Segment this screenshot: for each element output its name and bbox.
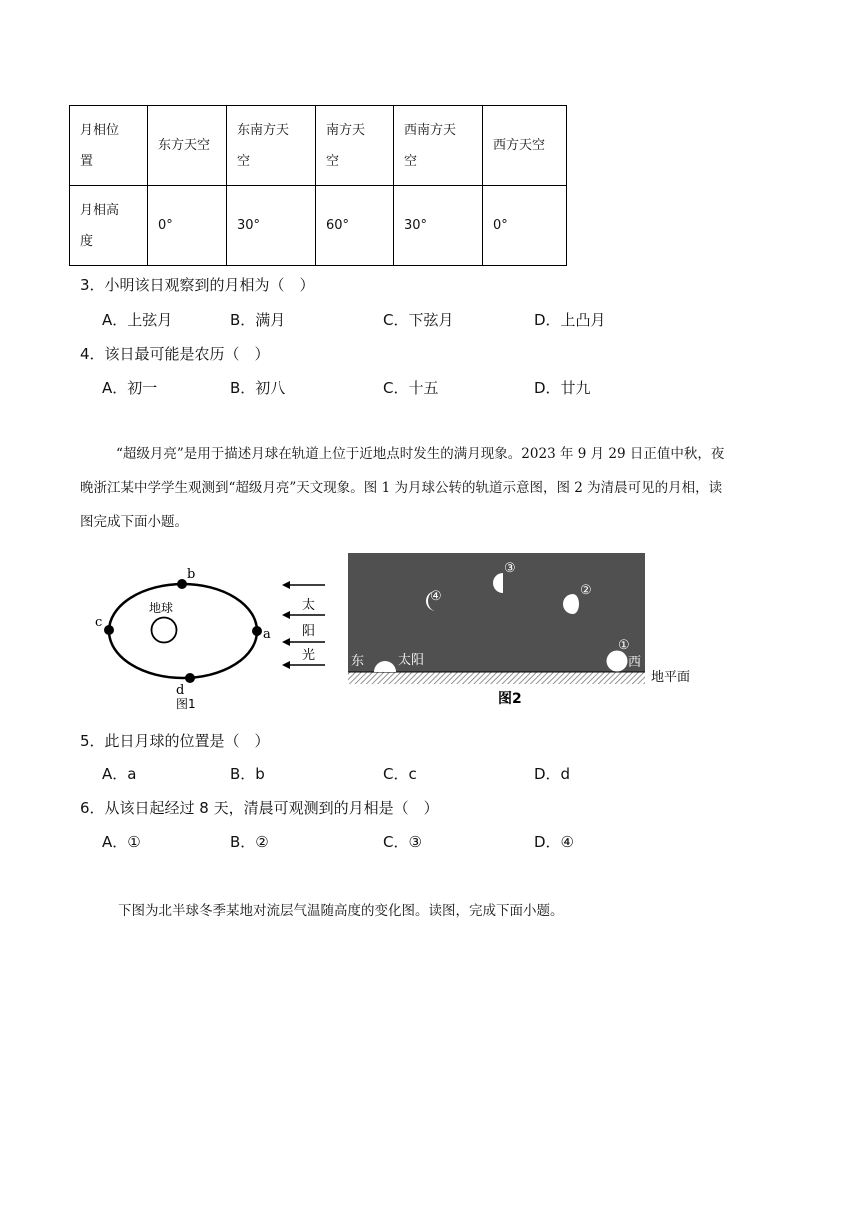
question-3-option-d[interactable]: D．上凸月: [534, 311, 606, 329]
question-5-option-a[interactable]: A．a: [102, 765, 137, 783]
question-5-option-d[interactable]: D．d: [534, 765, 571, 783]
question-6-option-c[interactable]: C．③: [383, 833, 422, 851]
moon-label-2: ②: [580, 583, 592, 598]
sun-label: 太阳: [398, 653, 425, 668]
table-row: [70, 186, 567, 266]
figure-1-caption: 图1: [176, 697, 196, 710]
question-6-option-b[interactable]: B．②: [230, 833, 269, 851]
moon-label-3: ③: [504, 561, 516, 576]
orbit-point-c: [104, 625, 114, 635]
point-label-b: b: [187, 567, 196, 582]
question-6-option-a[interactable]: A．①: [102, 833, 141, 851]
table-cell: 0°: [483, 186, 567, 266]
figure-2-caption: 图2: [498, 691, 522, 707]
sky-background: [348, 553, 645, 672]
moon-phase-table: [69, 105, 567, 266]
table-cell: 0°: [148, 186, 227, 266]
passage-line-1: “超级月亮”是用于描述月球在轨道上位于近地点时发生的满月现象。2023 年 9 月 29 日正值中秋，夜: [116, 446, 725, 462]
question-4-stem: 4．该日最可能是农历（ ）: [80, 345, 270, 363]
arrow-head: [282, 661, 290, 669]
moon-label-1: ①: [618, 638, 630, 653]
east-label: 东: [351, 654, 365, 669]
question-3-option-b[interactable]: B．满月: [230, 311, 286, 329]
question-4-option-a[interactable]: A．初一: [102, 379, 158, 397]
table-row: [70, 106, 567, 186]
sunlight-label-3: 光: [302, 648, 316, 663]
question-6-option-d[interactable]: D．④: [534, 833, 574, 851]
arrow-head: [282, 581, 290, 589]
point-label-c: c: [95, 615, 103, 630]
point-label-a: a: [263, 627, 271, 642]
question-3-option-c[interactable]: C．下弦月: [383, 311, 454, 329]
table-cell: 东南方天 空: [227, 106, 316, 186]
passage-line-2: 晚浙江某中学学生观测到“超级月亮”天文现象。图 1 为月球公转的轨道示意图，图 2 为清晨可见的月相，读: [80, 480, 723, 496]
earth-circle: [152, 618, 177, 643]
table-header-cell: 月相高 度: [70, 186, 148, 266]
orbit-point-a: [252, 626, 262, 636]
arrow-head: [282, 611, 290, 619]
moon-label-4: ④: [430, 589, 442, 604]
question-5-option-c[interactable]: C．c: [383, 765, 417, 783]
table-cell: 30°: [227, 186, 316, 266]
west-label: 西: [628, 655, 642, 670]
orbit-point-b: [177, 579, 187, 589]
horizon-label: 地平面: [651, 670, 691, 685]
point-label-d: d: [176, 683, 185, 698]
sunlight-label-1: 太: [302, 598, 316, 613]
passage-3: 下图为北半球冬季某地对流层气温随高度的变化图。读图，完成下面小题。: [118, 903, 564, 919]
question-4-option-b[interactable]: B．初八: [230, 379, 286, 397]
sunlight-label-2: 阳: [302, 624, 316, 639]
table-cell: 西方天空: [483, 106, 567, 186]
table-cell: 30°: [394, 186, 483, 266]
question-5-option-b[interactable]: B．b: [230, 765, 265, 783]
sunlight-arrows: [278, 575, 336, 675]
figure-2-moon-phases: [346, 551, 706, 713]
question-3-option-a[interactable]: A．上弦月: [102, 311, 173, 329]
question-5-stem: 5．此日月球的位置是（ ）: [80, 732, 270, 750]
question-4-option-c[interactable]: C．十五: [383, 379, 439, 397]
question-6-stem: 6．从该日起经过 8 天，清晨可观测到的月相是（ ）: [80, 799, 439, 817]
moon-orbit-ellipse: [109, 584, 257, 678]
table-cell: 西南方天 空: [394, 106, 483, 186]
passage-line-3: 图完成下面小题。: [80, 514, 188, 530]
table-cell: 东方天空: [148, 106, 227, 186]
arrow-head: [282, 638, 290, 646]
orbit-point-d: [185, 673, 195, 683]
table-cell: 60°: [316, 186, 394, 266]
table-header-cell: 月相位 置: [70, 106, 148, 186]
earth-label: 地球: [149, 601, 174, 615]
moon-phase-1: [607, 651, 628, 672]
table-cell: 南方天 空: [316, 106, 394, 186]
question-4-option-d[interactable]: D．廿九: [534, 379, 591, 397]
question-3-stem: 3．小明该日观察到的月相为（ ）: [80, 276, 315, 294]
ground-hatch: [348, 672, 645, 684]
